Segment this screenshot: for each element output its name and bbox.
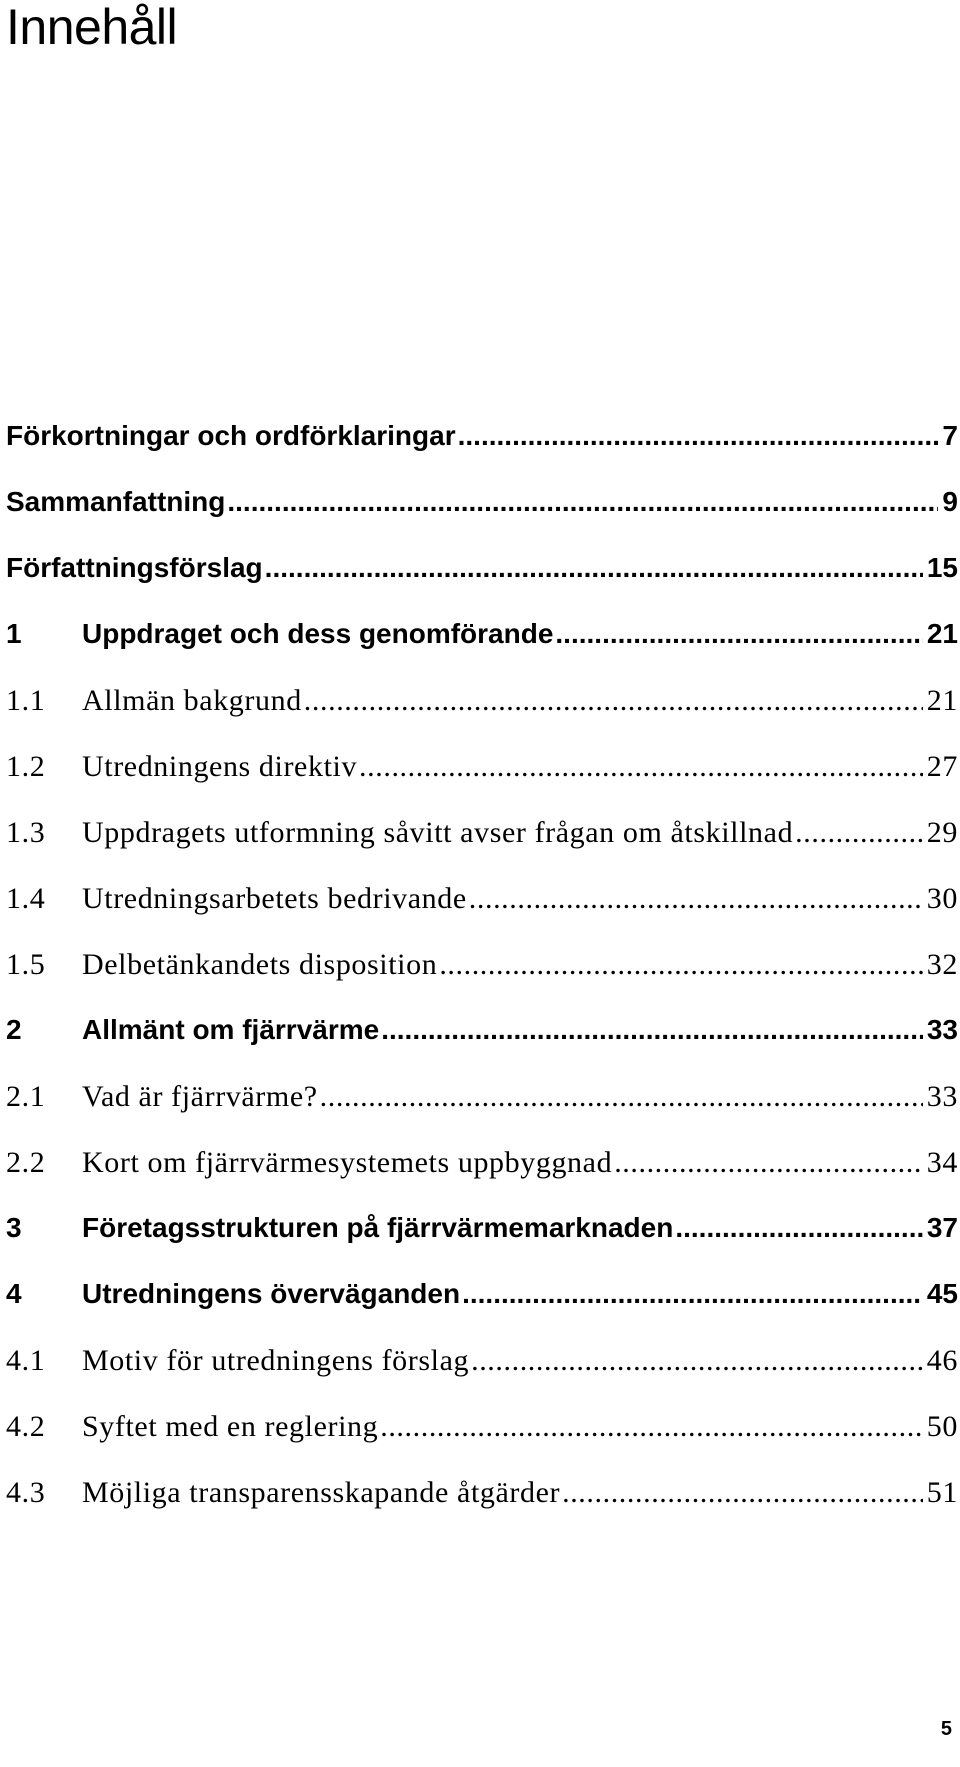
toc-entry-page: 9 (942, 486, 958, 517)
toc-entry-label: Uppdraget och dess genomförande (82, 618, 554, 649)
toc-entry-number: 1 (6, 618, 22, 649)
toc-dot-leader (227, 486, 938, 518)
toc-entry-number: 4 (6, 1278, 22, 1309)
toc-entry-number: 1.4 (6, 882, 46, 915)
toc-entry[interactable] (6, 1014, 958, 1080)
toc-dot-leader (304, 684, 923, 718)
toc-entry[interactable] (6, 684, 958, 750)
toc-entry-number: 2 (6, 1014, 22, 1045)
toc-entry[interactable] (6, 948, 958, 1014)
toc-entry-page: 34 (926, 1146, 958, 1179)
toc-dot-leader (265, 552, 923, 584)
toc-entry-label: Utredningens direktiv (82, 750, 358, 783)
toc-entry-number: 1.2 (6, 750, 46, 783)
toc-dot-leader (795, 816, 923, 850)
toc-entry-label: Allmänt om fjärrvärme (82, 1014, 380, 1045)
toc-entry-number: 1.3 (6, 816, 46, 849)
toc-entry[interactable] (6, 1476, 958, 1542)
toc-entry-number: 1.1 (6, 684, 46, 717)
toc-entry[interactable] (6, 750, 958, 816)
page-number: 5 (940, 1718, 952, 1740)
toc-entry-label: Vad är fjärrvärme? (82, 1080, 318, 1113)
toc-entry-page: 33 (926, 1014, 958, 1045)
toc-dot-leader (380, 1410, 923, 1444)
toc-dot-leader (381, 1014, 923, 1046)
toc-entry-label: Förkortningar och ordförklaringar (6, 420, 456, 451)
table-of-contents (6, 420, 958, 1542)
toc-dot-leader (675, 1212, 923, 1244)
toc-entry-page: 15 (926, 552, 958, 583)
toc-entry-label: Författningsförslag (6, 552, 263, 583)
toc-entry-label: Företagsstrukturen på fjärrvärmemarknaden (82, 1212, 674, 1243)
toc-entry-page: 27 (926, 750, 958, 783)
toc-dot-leader (562, 1476, 923, 1510)
toc-dot-leader (471, 1344, 923, 1378)
toc-entry-label: Utredningens överväganden (82, 1278, 461, 1309)
toc-entry[interactable] (6, 1410, 958, 1476)
toc-entry-page: 45 (926, 1278, 958, 1309)
toc-entry-number: 4.2 (6, 1410, 46, 1443)
toc-entry-page: 51 (926, 1476, 958, 1509)
toc-entry-page: 21 (926, 684, 958, 717)
toc-dot-leader (614, 1146, 923, 1180)
toc-entry-page: 7 (942, 420, 958, 451)
toc-entry[interactable] (6, 1278, 958, 1344)
toc-entry[interactable] (6, 420, 958, 486)
toc-dot-leader (555, 618, 922, 650)
toc-entry-page: 21 (926, 618, 958, 649)
toc-entry-label: Syftet med en reglering (82, 1410, 379, 1443)
toc-entry-label: Allmän bakgrund (82, 684, 302, 717)
toc-entry-number: 4.3 (6, 1476, 46, 1509)
toc-entry-number: 1.5 (6, 948, 46, 981)
toc-dot-leader (359, 750, 923, 784)
toc-entry-label: Kort om fjärrvärmesystemets uppbyggnad (82, 1146, 613, 1179)
toc-entry[interactable] (6, 618, 958, 684)
toc-entry-label: Motiv för utredningens förslag (82, 1344, 470, 1377)
toc-dot-leader (320, 1080, 923, 1114)
toc-entry-number: 4.1 (6, 1344, 46, 1377)
toc-entry-page: 46 (926, 1344, 958, 1377)
toc-entry-number: 2.1 (6, 1080, 46, 1113)
page-title: Innehåll (6, 0, 178, 55)
toc-entry-label: Möjliga transparensskapande åtgärder (82, 1476, 561, 1509)
toc-entry-label: Delbetänkandets disposition (82, 948, 438, 981)
toc-entry[interactable] (6, 552, 958, 618)
toc-entry[interactable] (6, 1146, 958, 1212)
toc-entry-label: Utredningsarbetets bedrivande (82, 882, 467, 915)
toc-entry[interactable] (6, 486, 958, 552)
toc-entry[interactable] (6, 816, 958, 882)
toc-entry-page: 33 (926, 1080, 958, 1113)
toc-dot-leader (469, 882, 923, 916)
toc-entry-number: 2.2 (6, 1146, 46, 1179)
toc-entry-page: 50 (926, 1410, 958, 1443)
toc-entry-page: 32 (926, 948, 958, 981)
toc-entry-label: Uppdragets utformning såvitt avser frågan om åtskillnad (82, 816, 794, 849)
toc-entry-page: 30 (926, 882, 958, 915)
toc-entry-label: Sammanfattning (6, 486, 226, 517)
toc-entry[interactable] (6, 1344, 958, 1410)
toc-dot-leader (458, 420, 939, 452)
toc-dot-leader (439, 948, 922, 982)
toc-dot-leader (462, 1278, 923, 1310)
toc-entry[interactable] (6, 1212, 958, 1278)
toc-entry-page: 29 (926, 816, 958, 849)
toc-entry-number: 3 (6, 1212, 22, 1243)
toc-entry[interactable] (6, 882, 958, 948)
toc-entry[interactable] (6, 1080, 958, 1146)
toc-entry-page: 37 (926, 1212, 958, 1243)
